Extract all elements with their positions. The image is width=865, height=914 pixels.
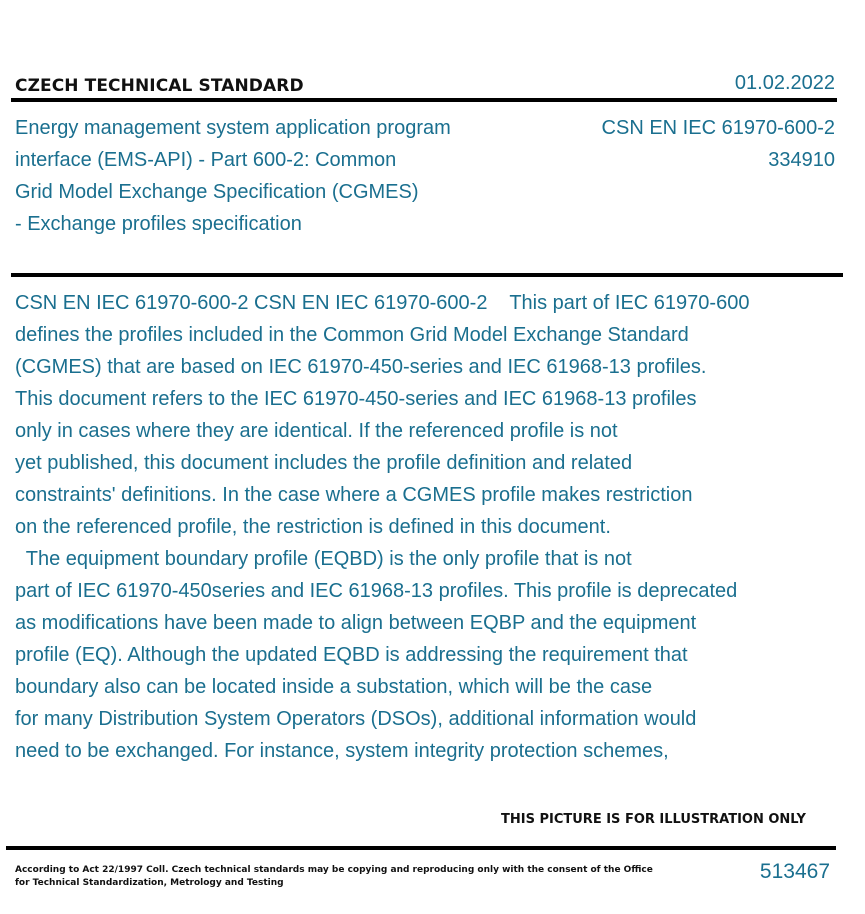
body-line: need to be exchanged. For instance, system integrity protection schemes,: [15, 740, 669, 762]
body-line: only in cases where they are identical. If the referenced profile is not: [15, 420, 618, 442]
body-line: constraints' definitions. In the case where a CGMES profile makes restriction: [15, 484, 693, 506]
legal-line: for Technical Standardization, Metrology and Testing: [15, 878, 284, 888]
body-line: part of IEC 61970-450series and IEC 61968-13 profiles. This profile is deprecated: [15, 580, 738, 602]
header-rule: [11, 98, 837, 102]
title-line: interface (EMS-API) - Part 600-2: Common: [15, 149, 397, 171]
document-number: 513467: [759, 860, 830, 883]
footer-rule: [6, 846, 836, 850]
legal-notice: [15, 864, 653, 890]
body-line: CSN EN IEC 61970-600-2 CSN EN IEC 61970-600-2 This part of IEC 61970-600: [15, 292, 750, 314]
body-line: defines the profiles included in the Common Grid Model Exchange Standard: [15, 324, 689, 346]
legal-line: According to Act 22/1997 Coll. Czech technical standards may be copying and reproducing only with the consent of the Office: [15, 865, 653, 875]
body-line: on the referenced profile, the restriction is defined in this document.: [15, 516, 611, 538]
body-line: for many Distribution System Operators (DSOs), additional information would: [15, 708, 697, 730]
body-line: yet published, this document includes the profile definition and related: [15, 452, 633, 474]
body-line: boundary also can be located inside a substation, which will be the case: [15, 676, 653, 698]
standard-code: CSN EN IEC 61970-600-2: [601, 117, 835, 139]
body-line: as modifications have been made to align between EQBP and the equipment: [15, 612, 697, 634]
title-line: Energy management system application program: [15, 117, 451, 139]
illustration-note: THIS PICTURE IS FOR ILLUSTRATION ONLY: [501, 812, 806, 827]
body-line: This document refers to the IEC 61970-450-series and IEC 61968-13 profiles: [15, 388, 697, 410]
body-line: profile (EQ). Although the updated EQBD is addressing the requirement that: [15, 644, 688, 666]
catalog-number: 334910: [768, 149, 835, 171]
title-rule: [11, 273, 843, 277]
title-line: - Exchange profiles specification: [15, 213, 302, 235]
publication-date: 01.02.2022: [734, 72, 835, 94]
body-line: The equipment boundary profile (EQBD) is the only profile that is not: [15, 548, 632, 570]
document-type-label: CZECH TECHNICAL STANDARD: [15, 76, 304, 96]
title-line: Grid Model Exchange Specification (CGMES): [15, 181, 419, 203]
body-line: (CGMES) that are based on IEC 61970-450-series and IEC 61968-13 profiles.: [15, 356, 707, 378]
